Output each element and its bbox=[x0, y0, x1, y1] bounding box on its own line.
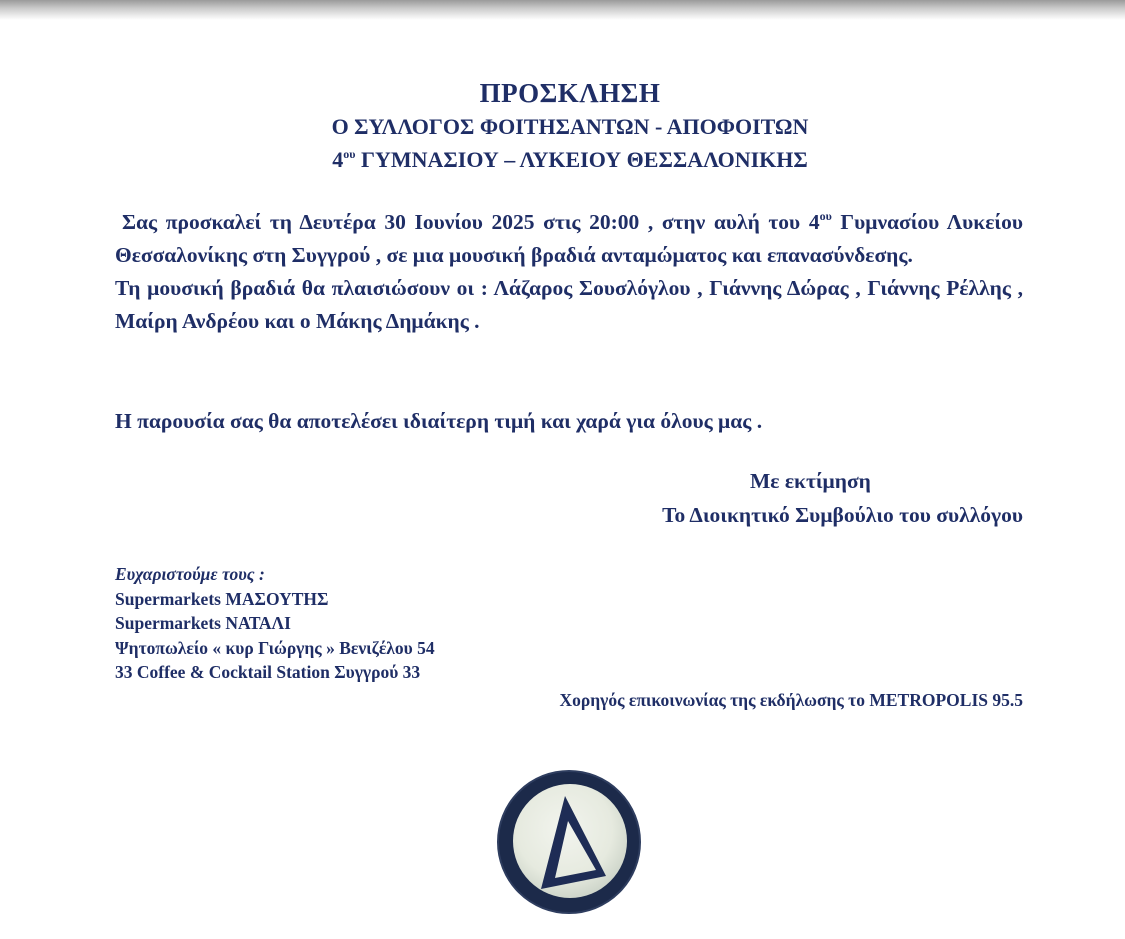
thanks-item: 33 Coffee & Cocktail Station Συγγρού 33 bbox=[115, 662, 421, 682]
school-number-suffix: ου bbox=[343, 147, 356, 161]
event-details-suffix: ου bbox=[819, 209, 832, 223]
thanks-section bbox=[115, 562, 435, 685]
school-number: 4 bbox=[332, 147, 344, 172]
event-details-text: Σας προσκαλεί τη Δευτέρα 30 Ιουνίου 2025 στις 20:00 , στην αυλή του 4 bbox=[122, 210, 820, 234]
closing-sentence: Η παρουσία σας θα αποτελέσει ιδιαίτερη τιμή και χαρά για όλους μας . bbox=[115, 409, 763, 433]
event-details-rest: Γυμνασίου Λυκείου Θεσσαλονίκης στη Συγγρού , σε μια μουσική βραδιά ανταμώματος και επανασύνδεσης. bbox=[115, 210, 1024, 267]
performers-paragraph: Τη μουσική βραδιά θα πλαισιώσουν οι : Λάζαρος Σουσλόγλου , Γιάννης Δώρας , Γιάννης Ρέλλης , Μαίρη Ανδρέου και ο Μάκης Δημάκης . bbox=[115, 276, 1023, 333]
delta-emblem-icon bbox=[496, 769, 642, 915]
media-sponsor: Χορηγός επικοινωνίας της εκδήλωσης το METROPOLIS 95.5 bbox=[559, 690, 1023, 710]
thanks-item: Supermarkets ΝΑΤΑΛΙ bbox=[115, 613, 291, 633]
event-details-paragraph bbox=[115, 206, 1023, 272]
school-name-rest: ΓΥΜΝΑΣΙΟΥ – ΛΥΚΕΙΟΥ ΘΕΣΣΑΛΟΝΙΚΗΣ bbox=[355, 147, 808, 172]
association-name: Ο ΣΥΛΛΟΓΟΣ ΦΟΙΤΗΣΑΝΤΩΝ - ΑΠΟΦΟΙΤΩΝ bbox=[331, 114, 809, 139]
signature-board: Το Διοικητικό Συμβούλιο του συλλόγου bbox=[662, 503, 1023, 527]
invitation-header bbox=[0, 76, 1125, 176]
invitation-body bbox=[115, 206, 1023, 338]
thanks-heading: Ευχαριστούμε τους : bbox=[115, 564, 265, 584]
top-shadow bbox=[0, 0, 1125, 20]
signature-greeting: Με εκτίμηση bbox=[750, 469, 871, 493]
thanks-item: Ψητοπωλείο « κυρ Γιώργης » Βενιζέλου 54 bbox=[115, 637, 435, 658]
thanks-item: Supermarkets ΜΑΣΟΥΤΗΣ bbox=[115, 588, 329, 609]
school-name bbox=[0, 143, 1125, 176]
invitation-title: ΠΡΟΣΚΛΗΣΗ bbox=[479, 78, 661, 108]
